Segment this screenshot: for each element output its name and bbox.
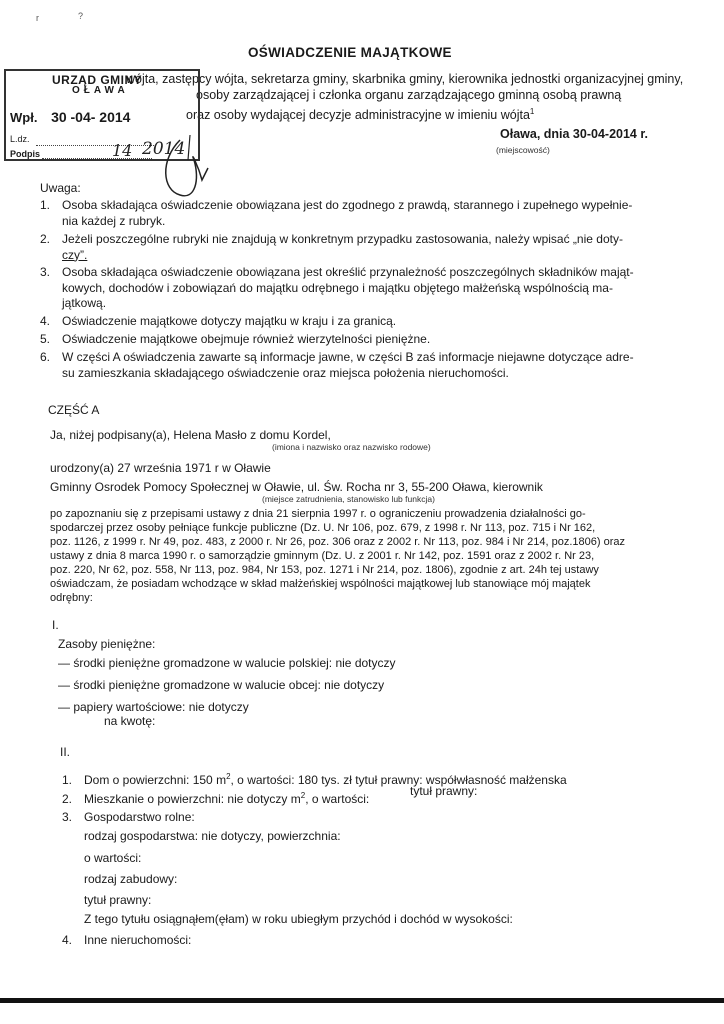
uwaga-item: 4. Oświadczenie majątkowe dotyczy majątku w kraju i za granicą.	[40, 314, 397, 328]
footnote-marker: 1	[529, 107, 535, 116]
uwaga-item: 1. Osoba składająca oświadczenie obowiązana jest do zgodnego z prawdą, starannego i zupełnego wypełnie- nia każdej z rubryk.	[40, 198, 633, 228]
stamp-received-date: Wpł. 30 -04- 2014	[10, 109, 131, 125]
stamp-town: OŁAWA	[72, 85, 129, 96]
handwritten-year: 2014	[142, 139, 186, 159]
heading-line-1: wójta, zastępcy wójta, sekretarza gminy, skarbnika gminy, kierownika jednostki organizacyjnej gminy,	[126, 72, 684, 86]
farm-title: tytuł prawny:	[84, 893, 152, 907]
employment-caption: (miejsce zatrudnienia, stanowisko lub funkcja)	[262, 494, 435, 504]
stamp-podpis: Podpis	[10, 149, 41, 159]
heading-line-2: osoby zarządzającej i członka organu zarządzającego gminną osobą prawną	[196, 88, 622, 102]
securities: — papiery wartościowe: nie dotyczy	[58, 700, 249, 714]
legal-text: po zapoznaniu się z przepisami ustawy z dnia 21 sierpnia 1997 r. o ograniczeniu prowadzenia działalności go- spodarczej przez osoby pełniące funkcje publiczne (Dz. U. Nr 106, poz. 679, z 1998 r. Nr 113, poz. 715 i Nr 162, poz. 1126, z 1999 r. Nr 49, poz. 483, z 2000 r. Nr 26, poz. 306 oraz z 2002 r. Nr 113, poz. 984 i Nr 214, poz.1806) oraz ustawy z dnia 8 marca 1990 r. o samorządzie gminnym (Dz. U. z 2001 r. Nr 142, poz. 1591 oraz z 2002 r. Nr 23, poz. 220, Nr 62, poz. 558, Nr 113, poz. 984, Nr 153, poz. 1271 i Nr 214, poz. 1806), zgodnie z art. 24h tej ustawy oświadczam, że posiadam wchodzące w skład małżeńskiej wspólności majątkowej lub stanowiące mój majątek odrębny:	[50, 508, 625, 604]
house-item: 1. Dom o powierzchni: 150 $m^2$, o wartości: 180 tys. zł tytuł prawny: współwłasność małżenska	[62, 772, 567, 787]
heading-line-3: oraz osoby wydającej decyzje administracyjne w imieniu wójta$^1$	[186, 107, 535, 123]
stamp-office-name: URZĄD GMINY	[52, 73, 143, 87]
declarant-line: Ja, niżej podpisany(a), Helena Masło z domu Kordel,	[50, 428, 331, 442]
corner-mark: ?	[78, 11, 84, 21]
stamp-lds: L.dz.	[10, 134, 30, 144]
farm-buildings: rodzaj zabudowy:	[84, 872, 178, 886]
stamp-dotted-line	[36, 145, 156, 146]
employment-line: Gminny Osrodek Pomocy Społecznej w Oławie, ul. Św. Rocha nr 3, 55-200 Oława, kierownik	[50, 480, 543, 494]
section-heading: CZĘŚĆ A	[48, 403, 100, 417]
cash-pln: — środki pieniężne gromadzone w walucie polskiej: nie dotyczy	[58, 656, 396, 670]
document-title: OŚWIADCZENIE MAJĄTKOWE	[248, 45, 452, 60]
uwaga-item: 2. Jeżeli poszczególne rubryki nie znajdują w konkretnym przypadku zastosowania, należy wpisać „nie doty- czy”.	[40, 232, 623, 262]
page-bottom-border	[0, 998, 724, 1003]
declarant-caption: (imiona i nazwisko oraz nazwisko rodowe)	[272, 442, 431, 452]
stamp-dotted-line	[42, 158, 152, 159]
apartment-title: tytuł prawny:	[410, 784, 478, 798]
cash-resources-label: Zasoby pieniężne:	[58, 637, 156, 651]
uwaga-item: 3. Osoba składająca oświadczenie obowiązana jest określić przynależność poszczególnych składników mająt- kowych, dochodów i zobowiązań do majątku odrębnego i majątku objętego małżeńską wspólnością ma- jątkową.	[40, 265, 634, 310]
cash-foreign: — środki pieniężne gromadzone w walucie obcej: nie dotyczy	[58, 678, 385, 692]
corner-mark: r	[36, 13, 39, 23]
securities-amount: na kwotę:	[104, 714, 156, 728]
section-roman: II.	[60, 745, 71, 759]
place-date: Oława, dnia 30-04-2014 r.	[500, 127, 648, 141]
uwaga-item: 5. Oświadczenie majątkowe obejmuje również wierzytelności pieniężne.	[40, 332, 431, 346]
farm-item: 3. Gospodarstwo rolne:	[62, 810, 195, 824]
farm-type: rodzaj gospodarstwa: nie dotyczy, powierzchnia:	[84, 829, 341, 843]
uwaga-label: Uwaga:	[40, 181, 81, 195]
farm-income: Z tego tytułu osiągnąłem(ęłam) w roku ubiegłym przychód i dochód w wysokości:	[84, 912, 513, 926]
place-caption: (miejscowość)	[496, 145, 550, 155]
apartment-item: 2. Mieszkanie o powierzchni: nie dotyczy $m^2$, o wartości:	[62, 791, 370, 806]
birth-line: urodzony(a) 27 września 1971 r w Oławie	[50, 461, 271, 475]
section-roman: I.	[52, 618, 59, 632]
signature-mark	[150, 120, 230, 210]
farm-value: o wartości:	[84, 851, 142, 865]
other-property-item: 4. Inne nieruchomości:	[62, 933, 192, 947]
handwritten-number: 14	[112, 141, 133, 160]
uwaga-item: 6. W części A oświadczenia zawarte są informacje jawne, w części B zaś informacje niejawne dotyczące adre- su zamieszkania składającego oświadczenie oraz miejsca położenia nieruchomości.	[40, 350, 634, 380]
